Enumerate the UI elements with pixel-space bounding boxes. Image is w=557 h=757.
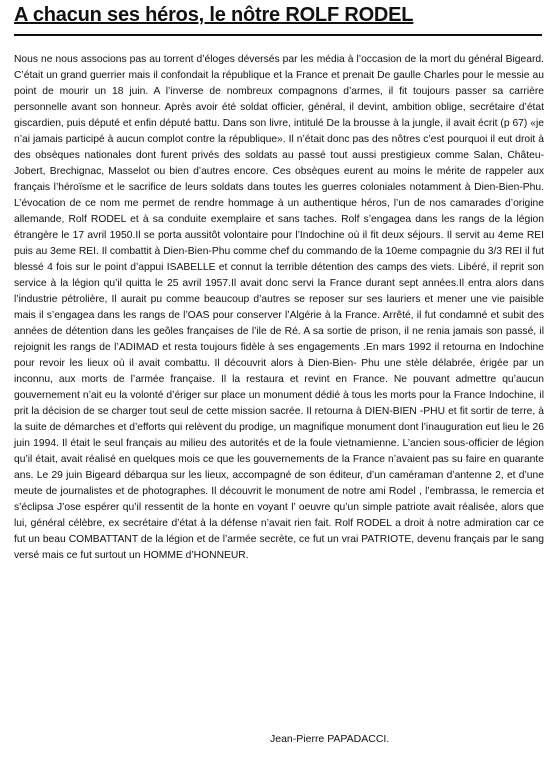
title-underline-divider [14,34,542,36]
document-title: A chacun ses héros, le nôtre ROLF RODEL [14,4,414,26]
author-signature: Jean-Pierre PAPADACCI. [270,733,390,745]
body-paragraph: Nous ne nous associons pas au torrent d’éloges déversés par les média à l’occasion de la mort du général Bigeard. C’était un grand guerrier mais il confondait la république et la France et prenait De gaulle Charles pour le messie au point de mourir un 18 juin. A l’inverse de nombreux compagnons d’armes, il fit toujours passer sa carrière personnelle avant son honneur. Après avoir été soldat officier, général, il devint, ambition oblige, secrétaire d’état giscardien, puis député et enfin député battu. Dans son livre, intitulé De la brousse à la jungle, il avait écrit (p 67) «je n’ai jamais participé à aucun complot contre la république». Il n’était donc pas des nôtres c’est pourquoi il eut droit à des obsèques nationales dont furent privés des soldats au passé tout aussi prestigieux comme Salan, Châteu-Jobert, Brechignac, Masselot ou bien d’autres encore. Ces obsèques eurent au moins le mérite de rappeler aux français l’héroïsme et le sacrifice de leurs soldats dans toutes les guerres coloniales notamment à Dien-Bien-Phu. L’évocation de ce nom me permet de rendre hommage à un authentique héros, l’un de nos camarades d’origine allemande, Rolf RODEL et à sa conduite exemplaire et sans taches. Rolf s’engagea dans les rangs de la légion étrangère le 17 avril 1950.Il se porta aussitôt volontaire pour l’Indochine où il fit deux séjours. Il servit au 4eme REI puis au 3eme REI. Il combattit à Dien-Bien-Phu comme chef du commando de la 10eme compagnie du 3/3 REI il fut blessé 4 fois sur le point d’appui ISABELLE et connut la terrible détention des camps des viets. Libéré, il reprit son service à la légion qu’il quitta le 25 avril 1957.Il avait donc servi la France durant sept années.Il entra alors dans l’industrie pétrolière, Il aurait pu comme beaucoup d’autres se reposer sur ses lauriers et mener une vie paisible mais il s’engagea dans les rangs de l’OAS pour conserver l’Algérie à la France. Arrêté, il fut condamné et subit des années de détention dans les geôles françaises de l’ile de Ré. A sa sortie de prison, il ne renia jamais son passé, il rejoignit les rangs de l’ADIMAD et resta toujours fidèle à ses engagements .En mars 1992 il retourna en Indochine pour revoir les lieux où il avait combattu. Il découvrit alors à Dien-Bien- Phu une stèle délabrée, érigée par un inconnu, aux morts de l’armée française. Il la restaura et revint en France. Ne pouvant admettre qu’aucun gouvernement n’ait eu la volonté d’ériger sur place un monument dédié à tous les morts pour la France Indochine, il prit la décision de se charger tout seul de cette mission sacrée. Il retourna à DIEN-BIEN -PHU et fit sortir de terre, à la suite de démarches et d’efforts qui relèvent du prodige, un magnifique monument dont l’inauguration eut lieu le 26 juin 1994. Il était le seul français au milieu des autorités et de la foule vietnamienne. L’ancien sous-officier de légion qu’il était, avait réalisé en quelques mois ce que les gouvernements de la France n’avaient pas su faire en quarante ans. Le 29 juin Bigeard débarqua sur les lieux, accompagné de son éditeur, d’un caméraman d’antenne 2, et d’une meute de journalistes et de photographes. Il découvrit le monument de notre ami Rodel , l’embrassa, le remercia et s’éclipsa J’ose espérer qu’il ressentit de la honte en voyant l’ oeuvre qu’un simple patriote avait réalisée, alors que lui, général célèbre, ex secrétaire d’état à la défense n’avait rien fait. Rolf RODEL a droit à notre admiration car ce fut un beau COMBATTANT de la légion et de l’armée secrète, ce fut un vrai PATRIOTE, devenu français par le sang versé mais ce fut surtout un HOMME d’HONNEUR. [14,54,544,561]
article-body [14,52,544,564]
